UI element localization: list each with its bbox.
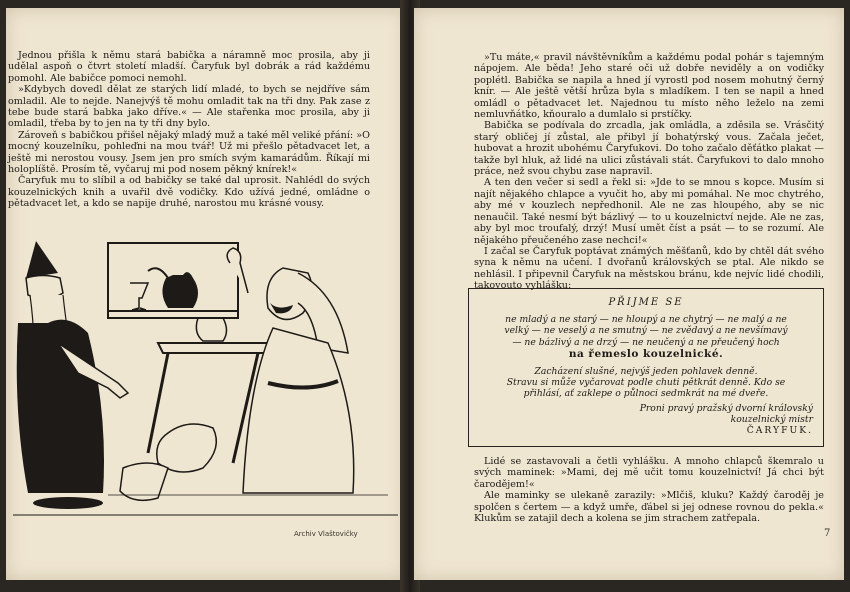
paragraph: Babička se podívala do zrcadla, jak omládla, a zděsila se. Vrásčitý starý obličej jí zůstal, ale přibyl jí bohatýrský vous. Začala ječet, hubovat a hrozit ubohému Čaryfukovi. Do toho začalo děťátko plakat — takže byl hluk, až lidé na ulici zůstávali stát. Čaryfukovi to dalo mnoho práce, než svou chybu zase napravil. [474, 120, 824, 178]
right-page [414, 8, 844, 580]
paragraph: I začal se Čaryfuk poptávat známých měšťanů, kdo by chtěl dát svého syna k němu na učení. I dvořanů královských se ptal. Ale nikdo se nehlásil. I připevnil Čaryfuk na městskou bránu, kde nejvíc lidé chodili, takovouto vyhlášku: [474, 245, 824, 292]
paragraph: Jednou přišla k němu stará babička a náramně moc prosila, aby ji udělal aspoň o čtvrt století mladší. Čaryfuk byl dobrák a rád každému pomohl. Ale babičce pomoci nemohl. [8, 50, 370, 84]
illustration-credit: Archiv Vlaštovičky [294, 530, 358, 538]
paragraph: Čaryfuk mu to slíbil a od babičky se také dal uprosit. Nahlédl do svých kouzelnických knih a uvařil dvě vodičky. Kdo užívá jedné, omládne o pětadvacet let, a kdo se napije druhé, narostou mu krásné vousy. [8, 175, 370, 210]
notice-line: ne mladý a ne starý — ne hloupý a ne chytrý — ne malý a ne [505, 314, 787, 326]
notice-heading: PŘIJME SE [608, 297, 684, 308]
notice-detail: přihlásí, ať zaklepe o půlnoci sedmkrát na mé dveře. [523, 388, 769, 400]
notice-detail: Stravu si může vyčarovat podle chuti pětkrát denně. Kdo se [506, 377, 786, 389]
left-page-text [8, 50, 370, 210]
wizard-illustration [8, 233, 403, 533]
paragraph: Lidé se zastavovali a četli vyhlášku. A mnoho chlapců škemralo u svých maminek: »Mami, dej mě učit tomu kouzelnictví! Já chci být čarodějem!« [474, 456, 824, 490]
notice-line: velký — ne veselý a ne smutný — ne zvědavý a ne nevšímavý [504, 325, 788, 337]
left-page [6, 8, 406, 580]
page-number: 7 [824, 528, 831, 539]
signature-line-2: kouzelnický mistr [730, 413, 813, 425]
right-page-text-bottom [474, 456, 824, 524]
notice-box [468, 288, 824, 447]
notice-line: — ne bázlivý a ne drzý — ne neučený a ne přeučený hoch [512, 336, 780, 348]
right-page-text-top [474, 52, 824, 292]
paragraph: A ten den večer si sedl a řekl si: »Jde to se mnou s kopce. Musím si najít nějakého chlapce a vyučit ho, aby mi pomáhal. Ne moc chytrého, aby mé v kouzlech nepředhonil. Ale ne zas hloupého, aby se nic nenaučil. Také nesmí být bázlivý — to u kouzelnictví nejde. Ale ne zas, aby byl moc troufalý, drzý! Musí umět číst a psát — to se rozumí. Ale nějakého přeučeného zase nechci!« [474, 177, 824, 246]
paragraph: Ale maminky se ulekaně zarazily: »Mlčiš, kluku? Každý čaroděj je spolčen s čertem — a když umře, ďábel si jej odnese rovnou do pekla.« Klukům se zatajil dech a kolena se jim strachem zatřepala. [474, 490, 824, 525]
paragraph: »Kdybych dovedl dělat ze starých lidí mladé, to bych se nejdříve sám omladil. Ale to nejde. Nanejvýš tě mohu omladit tak na tři dny. Pak zase z tebe bude stará babka jako dříve.« — Ale stařenka moc prosila, aby ji omladil, třeba by to jen na ty tři dny bylo. [8, 84, 370, 130]
signature-line-1: Proni pravý pražský dvorní královský [639, 402, 813, 414]
notice-detail: Zacházení slušné, nejvýš jeden pohlavek denně. [534, 366, 758, 378]
paragraph: Zároveň s babičkou přišel nějaký mladý muž a také měl veliké přání: »O mocný kouzelníku, pohleďni na mou tvář! Už mi přešlo pětadvacet let, a ještě mi nerostou vousy. Jsem jen pro smích svým kamarádům. Říkají mi holoplíště. Prosím tě, vyčaruj mi pod nosem pěkný knírek!« [8, 129, 370, 176]
paragraph: »Tu máte,« pravil návštěvníkům a každému podal pohár s tajemným nápojem. Ale běda! Jeho staré oči už dobře neviděly a on vodičky poplétl. Babička se napila a hned jí vyrostl pod nosem mohutný černý knír. — Ale ještě větší hrůza byla s mladíkem. I ten se napil a hned omládl o pětadvacet let. Najednou tu místo něho leželo na zemi nemluvňátko, kňouralo a dumlalo si prstíčky. [474, 52, 824, 121]
notice-bold-line: na řemeslo kouzelnické. [568, 347, 724, 360]
notice-signature [479, 403, 813, 436]
signature-name: ČARYFUK. [746, 424, 813, 436]
